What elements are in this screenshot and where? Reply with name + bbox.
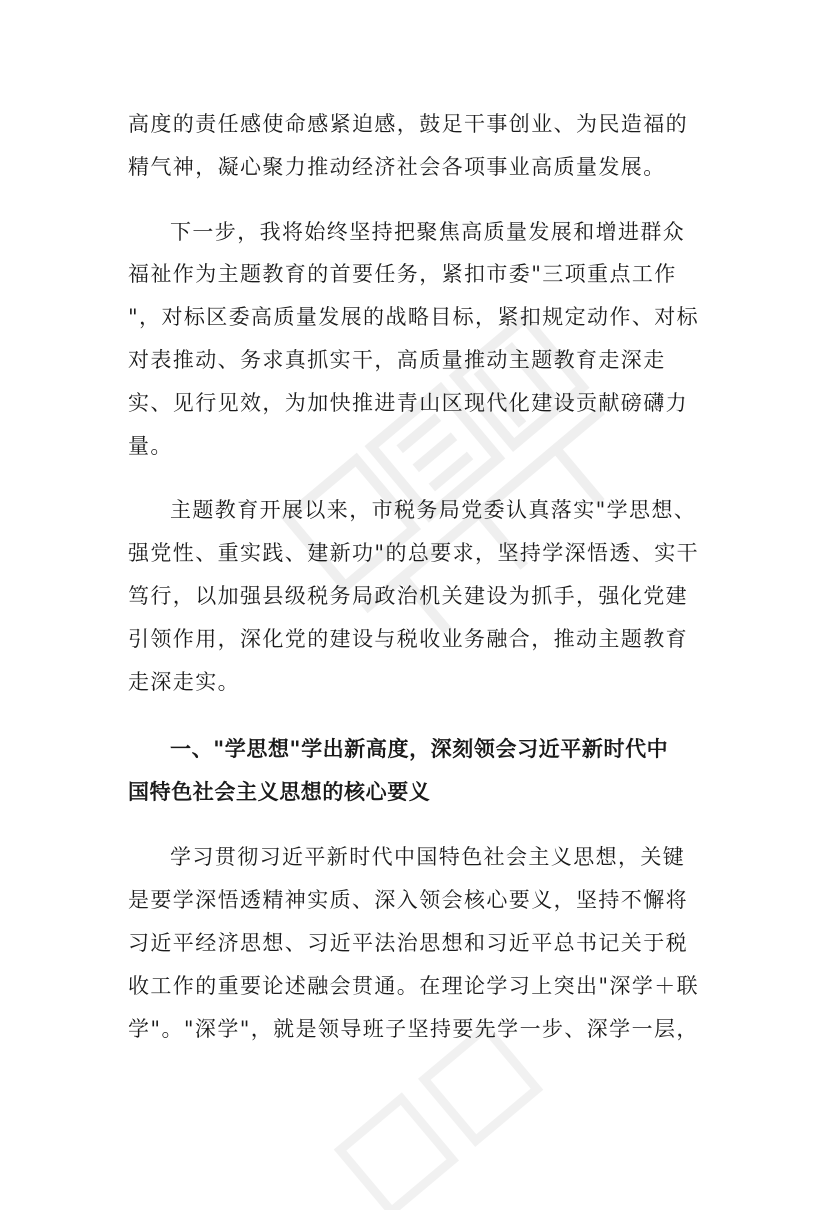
paragraph-continuation-line-2: 精气神，凝心聚力推动经济社会各项事业高质量发展。 [128, 155, 666, 179]
paragraph-next-step-line-1: 下一步，我将始终坚持把聚焦高质量发展和增进群众 [170, 220, 686, 244]
paragraph-theme-education-line-2: 强党性、重实践、建新功"的总要求，坚持学深悟透、实干 [128, 541, 700, 565]
paragraph-study-line-4: 收工作的重要论述融会贯通。在理论学习上突出"深学＋联 [128, 974, 700, 998]
paragraph-study-line-1: 学习贯彻习近平新时代中国特色社会主义思想，关键 [170, 845, 686, 869]
paragraph-theme-education-line-5: 走深走实。 [128, 670, 240, 694]
paragraph-study-line-5: 学"。"深学"，就是领导班子坚持要先学一步、深学一层， [128, 1017, 699, 1041]
section-heading-line-2: 国特色社会主义思想的核心要义 [128, 780, 431, 804]
paragraph-theme-education-line-3: 笃行，以加强县级税务局政治机关建设为抓手，强化党建 [128, 584, 688, 608]
paragraph-next-step-line-5: 实、见行见效，为加快推进青山区现代化建设贡献磅礴力 [128, 391, 688, 415]
paragraph-next-step-line-6: 量。 [128, 434, 173, 458]
paragraph-theme-education-line-1: 主题教育开展以来，市税务局党委认真落实"学思想、 [170, 498, 697, 522]
paragraph-study-line-3: 习近平经济思想、习近平法治思想和习近平总书记关于税 [128, 931, 688, 955]
paragraph-theme-education-line-4: 引领作用，深化党的建设与税收业务融合，推动主题教育 [128, 627, 688, 651]
section-heading-line-1: 一、"学思想"学出新高度，深刻领会习近平新时代中 [170, 737, 669, 761]
paragraph-study-line-2: 是要学深悟透精神实质、深入领会核心要义，坚持不懈将 [128, 888, 688, 912]
paragraph-continuation-line-1: 高度的责任感使命感紧迫感，鼓足干事创业、为民造福的 [128, 112, 688, 136]
paragraph-next-step-line-3: "，对标区委高质量发展的战略目标，紧扣规定动作、对标 [128, 305, 700, 329]
paragraph-next-step-line-2: 福祉作为主题教育的首要任务，紧扣市委"三项重点工作 [128, 262, 677, 286]
paragraph-next-step-line-4: 对表推动、务求真抓实干，高质量推动主题教育走深走 [128, 348, 666, 372]
